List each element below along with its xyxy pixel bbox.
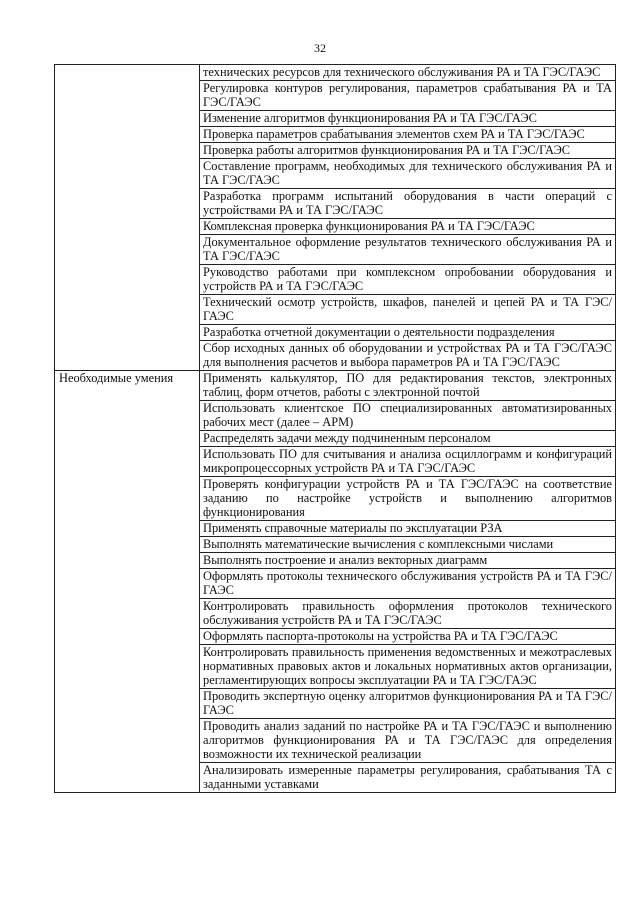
requirement-item: Проверка работы алгоритмов функционирования РА и ТА ГЭС/ГАЭС (200, 143, 616, 159)
requirement-item: Проверка параметров срабатывания элементов схем РА и ТА ГЭС/ГАЭС (200, 127, 616, 143)
requirement-item: Изменение алгоритмов функционирования РА и ТА ГЭС/ГАЭС (200, 111, 616, 127)
requirement-item: Оформлять протоколы технического обслуживания устройств РА и ТА ГЭС/ГАЭС (200, 569, 616, 599)
requirement-item: Разработка программ испытаний оборудования в части операций с устройствами РА и ТА ГЭС/ГАЭС (200, 189, 616, 219)
requirement-item: Проводить анализ заданий по настройке РА и ТА ГЭС/ГАЭС и выполнению алгоритмов функционирования РА и ТА ГЭС/ГАЭС для определения возможности их технической реализации (200, 719, 616, 763)
requirement-item: Документальное оформление результатов технического обслуживания РА и ТА ГЭС/ГАЭС (200, 235, 616, 265)
requirement-item: Выполнять построение и анализ векторных диаграмм (200, 553, 616, 569)
requirement-item: Анализировать измеренные параметры регулирования, срабатывания ТА с заданными уставками (200, 763, 616, 793)
table-body (55, 65, 616, 793)
table-row (55, 65, 616, 81)
requirement-item: Комплексная проверка функционирования РА и ТА ГЭС/ГАЭС (200, 219, 616, 235)
requirement-item: технических ресурсов для технического обслуживания РА и ТА ГЭС/ГАЭС (200, 65, 616, 81)
requirement-item: Руководство работами при комплексном опробовании оборудования и устройств РА и ТА ГЭС/ГАЭС (200, 265, 616, 295)
requirement-item: Применять справочные материалы по эксплуатации РЗА (200, 521, 616, 537)
page-number: 32 (314, 41, 326, 55)
requirement-item: Использовать клиентское ПО специализированных автоматизированных рабочих мест (далее – АРМ) (200, 401, 616, 431)
requirement-item: Оформлять паспорта-протоколы на устройства РА и ТА ГЭС/ГАЭС (200, 629, 616, 645)
section-label (55, 65, 200, 371)
requirement-item: Проверять конфигурации устройств РА и ТА ГЭС/ГАЭС на соответствие заданию по настройке устройств и выполнению алгоритмов функционирования (200, 477, 616, 521)
requirement-item: Регулировка контуров регулирования, параметров срабатывания РА и ТА ГЭС/ГАЭС (200, 81, 616, 111)
requirements-table (54, 64, 616, 793)
requirement-item: Контролировать правильность применения ведомственных и межотраслевых нормативных правовых актов и локальных нормативных актов организации, регламентирующих вопросы эксплуатации РА и ТА ГЭС/ГАЭС (200, 645, 616, 689)
requirement-item: Проводить экспертную оценку алгоритмов функционирования РА и ТА ГЭС/ГАЭС (200, 689, 616, 719)
requirement-item: Составление программ, необходимых для технического обслуживания РА и ТА ГЭС/ГАЭС (200, 159, 616, 189)
requirement-item: Контролировать правильность оформления протоколов технического обслуживания устройств РА и ТА ГЭС/ГАЭС (200, 599, 616, 629)
requirement-item: Распределять задачи между подчиненным персоналом (200, 431, 616, 447)
requirement-item: Разработка отчетной документации о деятельности подразделения (200, 325, 616, 341)
requirement-item: Использовать ПО для считывания и анализа осциллограмм и конфигураций микропроцессорных устройств РА и ТА ГЭС/ГАЭС (200, 447, 616, 477)
requirement-item: Технический осмотр устройств, шкафов, панелей и цепей РА и ТА ГЭС/ГАЭС (200, 295, 616, 325)
table-row (55, 371, 616, 401)
section-label: Необходимые умения (55, 371, 200, 793)
requirement-item: Применять калькулятор, ПО для редактирования текстов, электронных таблиц, форм отчетов, работы с электронной почтой (200, 371, 616, 401)
requirement-item: Выполнять математические вычисления с комплексными числами (200, 537, 616, 553)
requirement-item: Сбор исходных данных об оборудовании и устройствах РА и ТА ГЭС/ГАЭС для выполнения расчетов и выбора параметров РА и ТА ГЭС/ГАЭС (200, 341, 616, 371)
